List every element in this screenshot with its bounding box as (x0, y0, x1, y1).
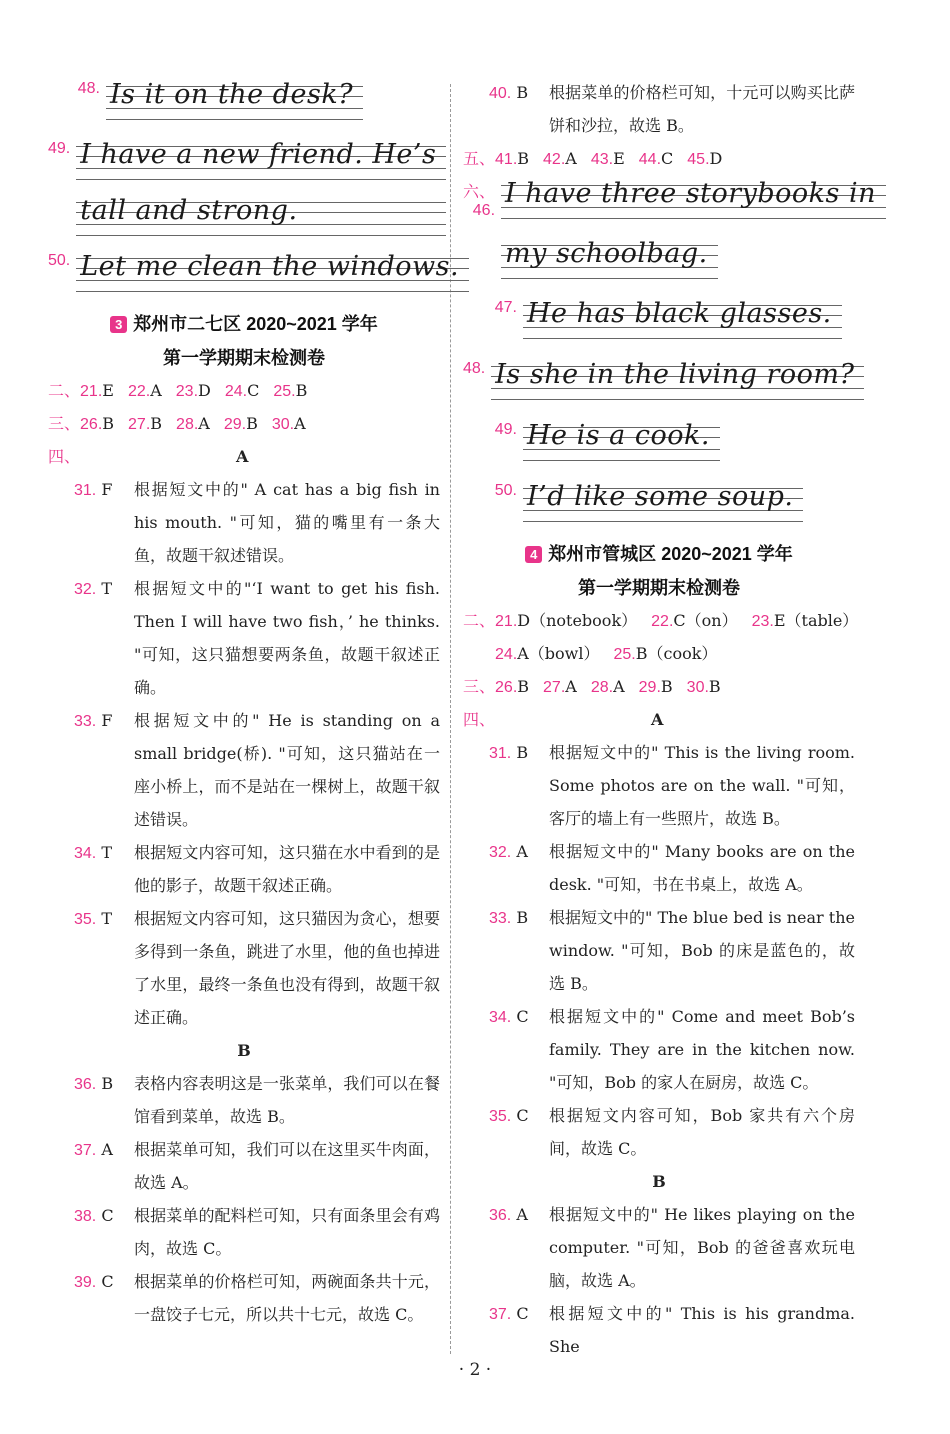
answer-number: 44. (638, 151, 662, 168)
question-number: 31. (489, 745, 512, 762)
left-column (48, 76, 460, 1331)
answer-number: 22. (651, 613, 674, 630)
handwriting-answer (463, 417, 855, 478)
explanation-item (463, 1198, 855, 1297)
test-badge: 3 (110, 316, 127, 333)
answer: A (294, 414, 306, 433)
explanation-item (48, 1133, 440, 1199)
answer: C（on） (673, 611, 738, 630)
answer-number: 30. (271, 416, 295, 433)
answer: D（notebook） (517, 611, 638, 630)
explanation-text: 根据菜单的价格栏可知，十元可以购买比萨饼和沙拉，故选 B。 (549, 83, 855, 135)
section-label: 二、 (463, 613, 496, 630)
explanation-item (463, 736, 855, 835)
handwriting-answer (463, 175, 876, 295)
answer: F (101, 711, 113, 730)
answer-number: 27. (543, 679, 566, 696)
question-number: 32. (489, 844, 512, 861)
answer-number: 24. (224, 383, 248, 400)
answer-row (48, 374, 440, 407)
handwriting-answer (463, 356, 855, 417)
question-number: 40. (489, 85, 512, 102)
answer: C (516, 1106, 529, 1125)
answer-row (463, 604, 859, 637)
explanation-item (48, 902, 440, 1034)
part-label: B (652, 1172, 666, 1191)
question-number: 48. (77, 80, 100, 97)
handwriting-answer (48, 136, 440, 248)
question-number: 六、46. (463, 184, 496, 219)
answer: A (565, 677, 577, 696)
explanation-item (48, 473, 440, 572)
handwriting-line: Is she in the living room? (491, 356, 864, 400)
explanation-text: 根据短文中的" Come and meet Bob’s family. They are in the kitchen now. "可知，Bob 的家人在厨房，故选 C。 (549, 1007, 855, 1092)
answer: E (102, 381, 114, 400)
explanation-item (463, 835, 855, 901)
answer: B (517, 149, 530, 168)
part-label: A (651, 710, 664, 729)
explanation-text: 根据短文内容可知，这只猫因为贪心，想要多得到一条鱼，跳进了水里，他的鱼也掉进了水里，最终一条鱼也没有得到，故题干叙述正确。 (134, 909, 440, 1027)
test-subtitle: 第一学期期末检测卷 (163, 348, 325, 368)
question-number: 49. (48, 140, 71, 157)
test-title (48, 306, 440, 342)
answer: A (565, 149, 577, 168)
explanation-item (48, 704, 440, 836)
explanation-text: 根据短文中的" He is standing on a small bridge(桥). "可知，这只猫站在一座小桥上，而不是站在一棵树上，故题干叙述错误。 (134, 711, 440, 829)
explanation-item (463, 76, 855, 142)
answer: T (101, 843, 113, 862)
explanation-text: 根据短文中的" This is the living room. Some photos are on the wall. "可知，客厅的墙上有一些照片，故选 B。 (549, 743, 855, 828)
explanation-item (48, 1199, 440, 1265)
answer: B (101, 1074, 114, 1093)
test-title (463, 536, 855, 572)
question-number: 37. (489, 1306, 512, 1323)
answer-number: 23. (175, 383, 199, 400)
section-label: 三、 (463, 679, 496, 696)
question-number: 50. (494, 482, 517, 499)
answer: A (613, 677, 625, 696)
question-number: 34. (489, 1009, 512, 1026)
explanation-item (48, 836, 440, 902)
answer-number: 27. (128, 416, 151, 433)
handwriting-answer (463, 295, 855, 356)
answer-number: 29. (638, 679, 661, 696)
answer: T (101, 579, 113, 598)
section-label: 二、 (48, 383, 81, 400)
answer: B (102, 414, 115, 433)
answer-row (48, 407, 440, 440)
question-number: 47. (494, 299, 517, 316)
answer-number: 41. (495, 151, 518, 168)
answer-number: 24. (495, 646, 518, 663)
handwriting-answer (48, 76, 440, 136)
answer: C (101, 1272, 114, 1291)
handwriting-line: I have three storybooks in (501, 175, 886, 219)
handwriting-line: my schoolbag. (501, 235, 718, 279)
handwriting-line: I’d like some soup. (523, 478, 803, 522)
answer-number: 45. (687, 151, 710, 168)
answer: B (660, 677, 673, 696)
test-title-text: 郑州市管城区 2020~2021 学年 (548, 544, 793, 564)
section-four-row (48, 440, 440, 473)
test-badge: 4 (525, 546, 542, 563)
answer-number: 25. (613, 646, 636, 663)
question-number: 38. (74, 1208, 97, 1225)
right-column (463, 76, 876, 1363)
part-label: B (237, 1041, 251, 1060)
section-label: 五、 (463, 151, 496, 168)
test-title-text: 郑州市二七区 2020~2021 学年 (133, 314, 378, 334)
answer-number: 22. (127, 383, 151, 400)
question-number: 33. (489, 910, 512, 927)
answer-row (463, 670, 855, 703)
answer: B (517, 677, 530, 696)
question-number: 35. (74, 911, 97, 928)
question-number: 35. (489, 1108, 512, 1125)
answer: B (708, 677, 721, 696)
handwriting-line: Is it on the desk? (106, 76, 363, 120)
answer: A（bowl） (517, 644, 600, 663)
answer: D (198, 381, 211, 400)
explanation-item (48, 1265, 440, 1331)
answer-number: 43. (590, 151, 614, 168)
question-number: 49. (494, 421, 517, 438)
question-number: 31. (74, 482, 97, 499)
answer: C (516, 1304, 529, 1323)
answer: B (516, 743, 529, 762)
explanation-text: 根据短文中的" This is his grandma. She (549, 1304, 855, 1356)
answer: E（table） (773, 611, 859, 630)
question-number: 36. (489, 1207, 512, 1224)
explanation-text: 根据短文内容可知，Bob 家共有六个房间，故选 C。 (549, 1106, 855, 1158)
explanation-text: 表格内容表明这是一张菜单，我们可以在餐馆看到菜单，故选 B。 (134, 1074, 440, 1126)
answer-number: 26. (80, 416, 103, 433)
answer: C (101, 1206, 114, 1225)
answer: D (709, 149, 723, 168)
explanation-text: 根据短文中的" He likes playing on the computer. "可知，Bob 的爸爸喜欢玩电脑，故选 A。 (549, 1205, 855, 1290)
answer: A (516, 842, 528, 861)
answer: A (150, 381, 162, 400)
answer: B (246, 414, 258, 433)
handwriting-line: tall and strong. (76, 192, 446, 236)
question-number: 32. (74, 581, 97, 598)
answer-row (463, 142, 855, 175)
section-label: 四、 (463, 712, 496, 729)
answer: B (516, 83, 529, 102)
answer: B (516, 908, 529, 927)
answer-number: 26. (495, 679, 518, 696)
explanation-text: 根据短文内容可知，这只猫在水中看到的是他的影子，故题干叙述正确。 (134, 843, 440, 895)
page-number: · 2 · (458, 1360, 492, 1380)
question-number: 39. (74, 1274, 97, 1291)
answer-number: 30. (686, 679, 709, 696)
question-number: 33. (74, 713, 97, 730)
question-number: 50. (48, 252, 71, 269)
answer: B（cook） (635, 644, 718, 663)
explanation-text: 根据短文中的"‘I want to get his fish. Then I will have two fish，’ he thinks. "可知，这只猫想要两条鱼，故题干叙述正确。 (134, 579, 440, 697)
section-four-row (463, 703, 855, 736)
handwriting-line: Let me clean the windows. (76, 248, 469, 292)
answer-number: 42. (543, 151, 566, 168)
answer-row (463, 637, 855, 670)
answer: F (101, 480, 113, 499)
explanation-item (48, 572, 440, 704)
answer-number: 21. (495, 613, 518, 630)
answer: A (101, 1140, 113, 1159)
answer-number: 28. (176, 416, 199, 433)
handwriting-answer (463, 478, 855, 534)
explanation-text: 根据短文中的" A cat has a big fish in his mouth. "可知，猫的嘴里有一条大鱼，故题干叙述错误。 (134, 480, 440, 565)
answer: T (101, 909, 113, 928)
explanation-item (463, 901, 855, 1000)
answer: B (150, 414, 163, 433)
explanation-item (463, 1297, 855, 1363)
part-label: A (236, 447, 249, 466)
explanation-item (48, 1067, 440, 1133)
question-number: 34. (74, 845, 97, 862)
answer-number: 21. (80, 383, 103, 400)
answer-number: 29. (223, 416, 247, 433)
answer: C (516, 1007, 529, 1026)
explanation-text: 根据短文中的" Many books are on the desk. "可知，书在书桌上，故选 A。 (549, 842, 855, 894)
section-label: 四、 (48, 449, 81, 466)
question-number: 36. (74, 1076, 97, 1093)
handwriting-line: I have a new friend. He’s (76, 136, 446, 180)
explanation-text: 根据菜单的配料栏可知，只有面条里会有鸡肉，故选 C。 (134, 1206, 440, 1258)
explanation-text: 根据菜单可知，我们可以在这里买牛肉面，故选 A。 (134, 1140, 440, 1192)
explanation-item (463, 1000, 855, 1099)
explanation-text: 根据短文中的" The blue bed is near the window. "可知，Bob 的床是蓝色的，故选 B。 (549, 908, 855, 993)
explanation-text: 根据菜单的价格栏可知，两碗面条共十元，一盘饺子七元，所以共十七元，故选 C。 (134, 1272, 440, 1324)
answer: E (613, 149, 625, 168)
answer-number: 23. (751, 613, 774, 630)
answer: C (247, 381, 260, 400)
answer-number: 28. (590, 679, 614, 696)
answer: A (198, 414, 210, 433)
answer: A (516, 1205, 528, 1224)
explanation-item (463, 1099, 855, 1165)
question-number: 37. (74, 1142, 97, 1159)
answer-number: 25. (273, 383, 296, 400)
handwriting-line: He is a cook. (523, 417, 720, 461)
handwriting-answer (48, 248, 460, 304)
handwriting-line: He has black glasses. (523, 295, 842, 339)
answer: B (295, 381, 308, 400)
test-subtitle: 第一学期期末检测卷 (578, 578, 740, 598)
question-number: 48. (463, 360, 486, 377)
section-label: 三、 (48, 416, 81, 433)
answer: C (661, 149, 674, 168)
